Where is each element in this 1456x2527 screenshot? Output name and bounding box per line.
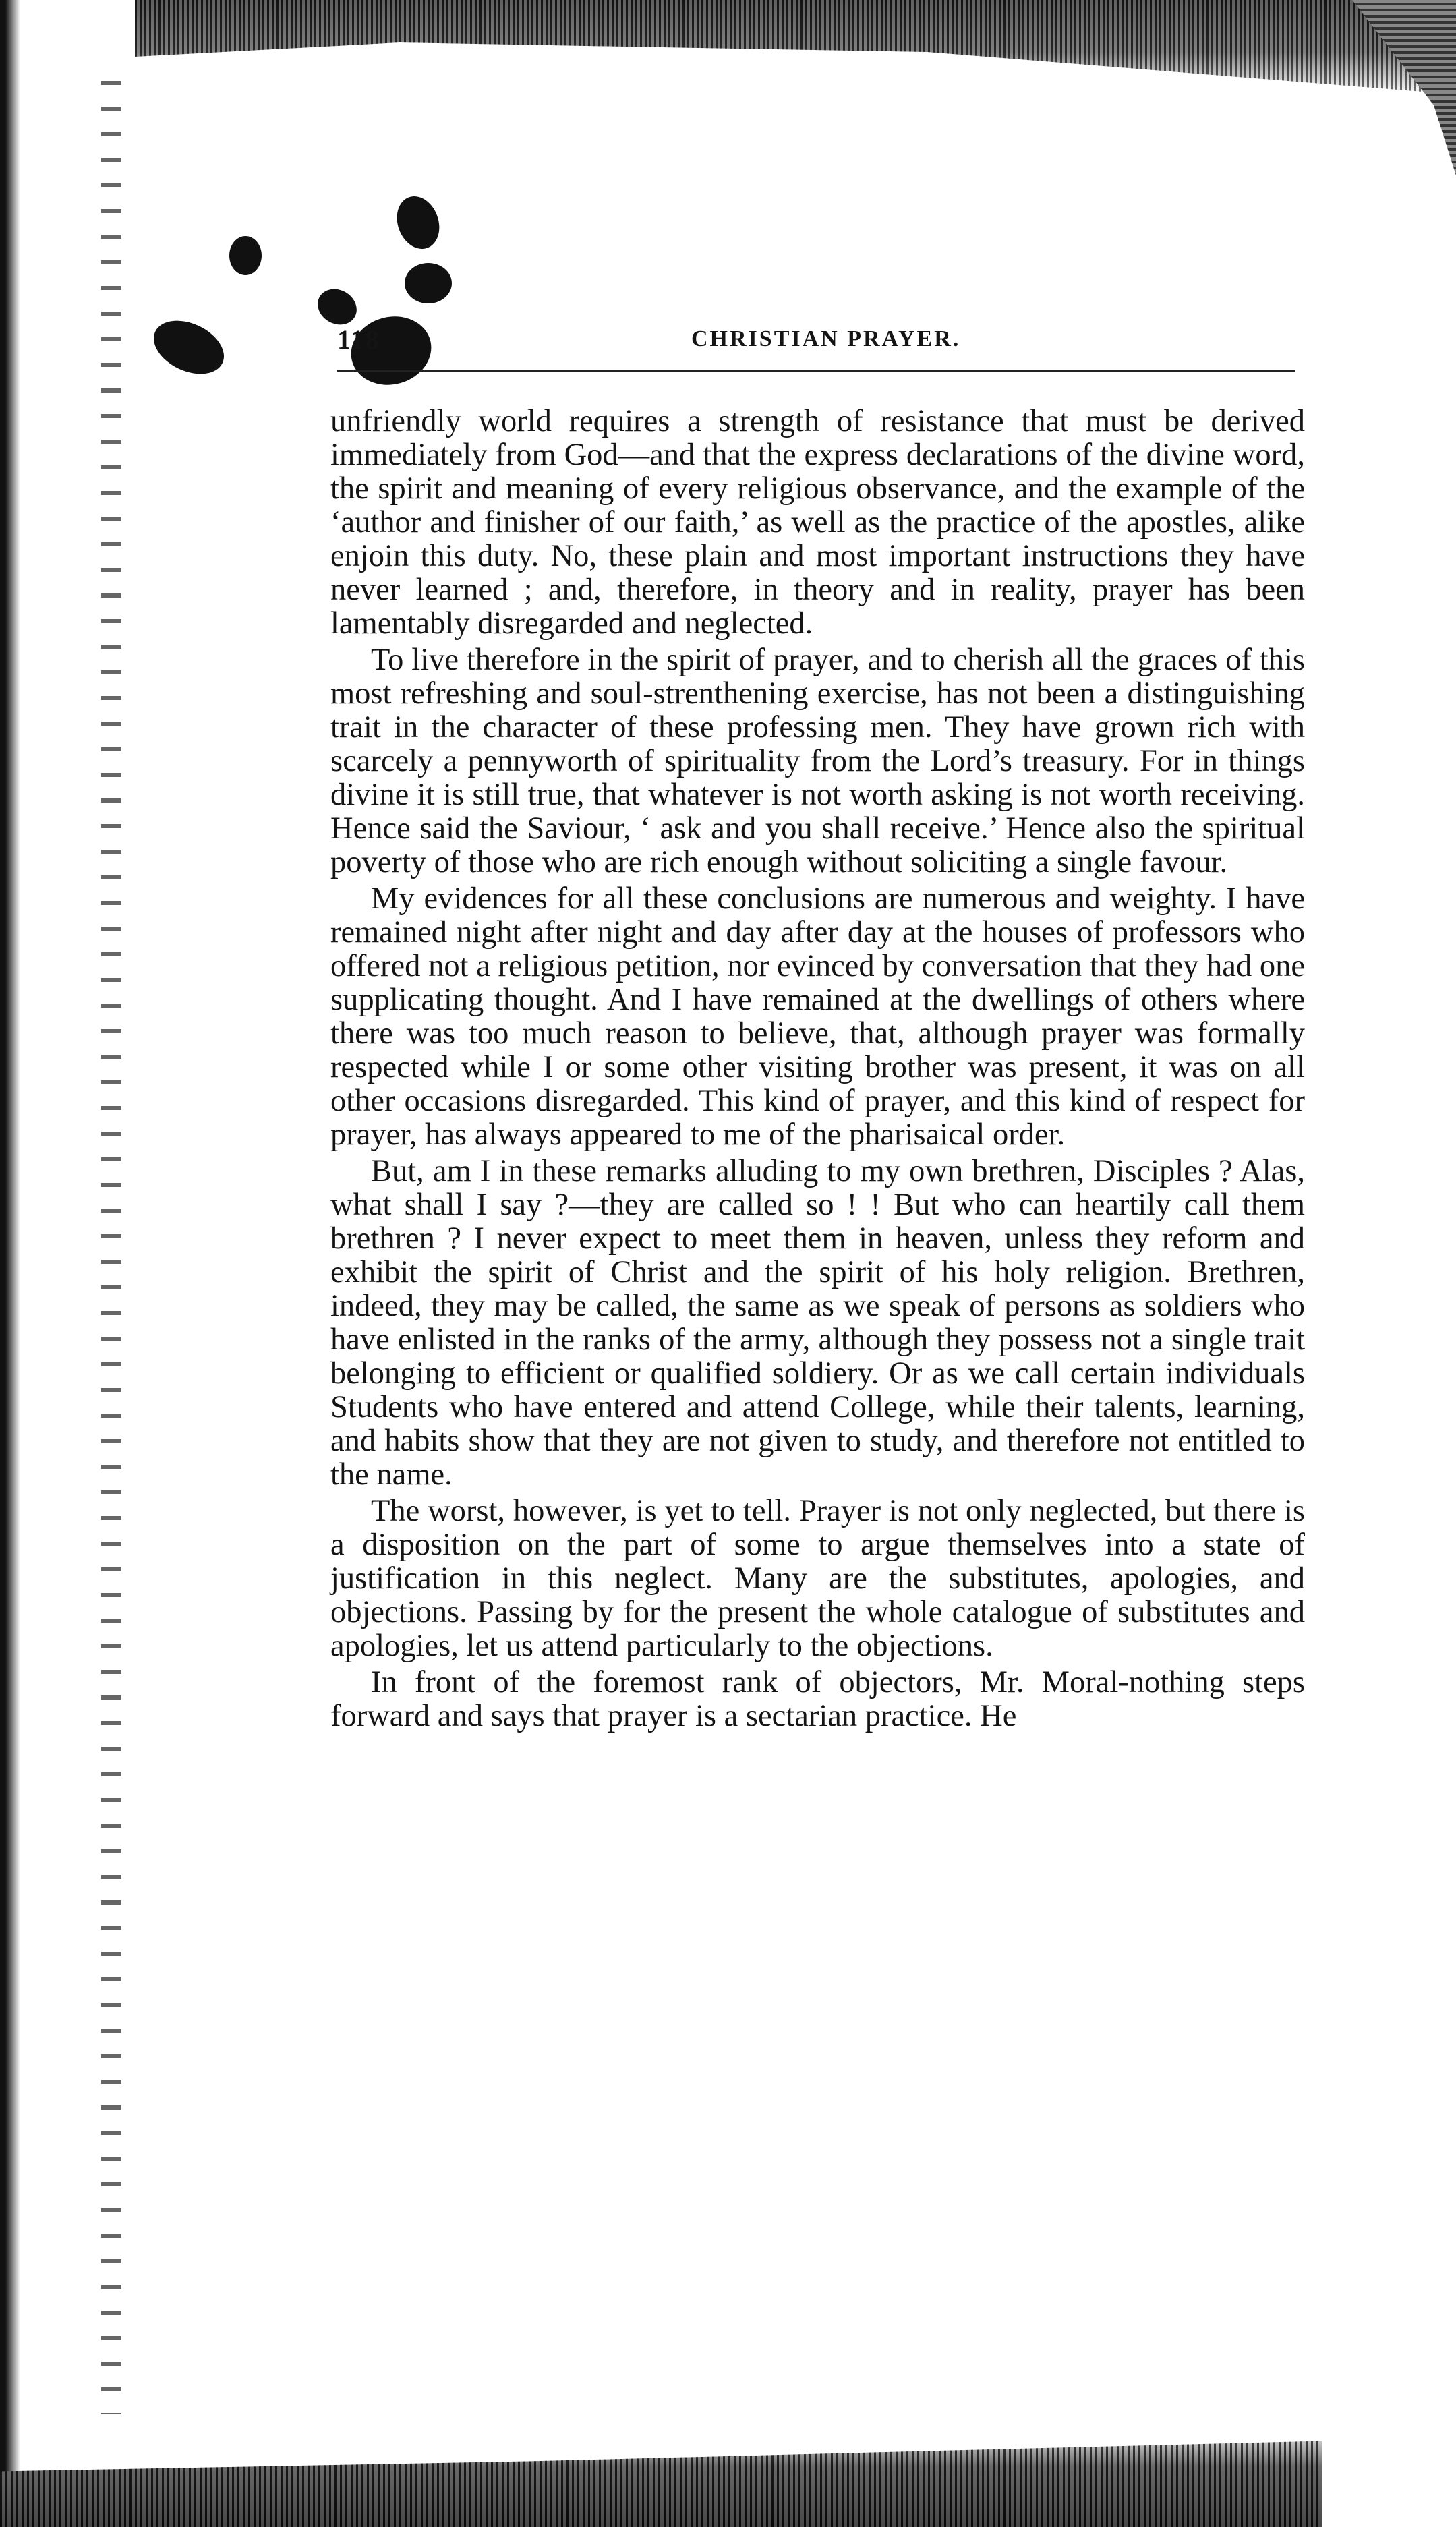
paragraph: unfriendly world requires a strength of resistance that must be derived immediately from God—and that the express declarations of the divine word, the spirit and meaning of every religious observance, and the example of the ‘author and finisher of our faith,’ as well as the practice of the apostles, alike enjoin this duty. No, these plain and most important instructions they have never learned ; and, therefore, in theory and in reality, prayer has been lamentably disregarded and neglected. bbox=[330, 404, 1305, 641]
paragraph: In front of the foremost rank of objectors, Mr. Moral-nothing steps forward and says that prayer is a sectarian practice. He bbox=[330, 1665, 1305, 1733]
scan-bottom-shadow bbox=[0, 2426, 1322, 2527]
ink-blot bbox=[229, 236, 262, 275]
paragraph: The worst, however, is yet to tell. Prayer is not only neglected, but there is a disposition on the part of some to argue themselves into a state of justification in this neglect. Many are the substitutes, apologies, and objections. Passing by for the present the whole catalogue of substitutes and apologies, let us attend particularly to the objections. bbox=[330, 1494, 1305, 1663]
running-head bbox=[337, 317, 1295, 378]
paragraph: To live therefore in the spirit of prayer, and to cherish all the graces of this most refreshing and soul-strenthening exercise, has not been a distinguishing trait in the character of these professing men. They have grown rich with scarcely a pennyworth of spirituality from the Lord’s treasury. For in things divine it is still true, that whatever is not worth asking is not worth receiving. Hence said the Saviour, ‘ ask and you shall receive.’ Hence also the spiritual poverty of those who are rich enough without soliciting a single favour. bbox=[330, 643, 1305, 879]
ink-blot bbox=[390, 190, 446, 255]
ink-blot bbox=[145, 310, 232, 384]
ink-blot bbox=[405, 263, 452, 303]
page-number: 118 bbox=[337, 324, 380, 355]
scan-page-edge bbox=[101, 81, 121, 2414]
head-rule bbox=[337, 370, 1295, 372]
paragraph: But, am I in these remarks alluding to my own brethren, Disciples ? Alas, what shall I say ?—they are called so ! ! But who can heartily call them brethren ? I never expect to meet them in heaven, unless they reform and exhibit the spirit of Christ and the spirit of his holy religion. Brethren, indeed, they may be called, the same as we speak of persons as soldiers who have enlisted in the ranks of the army, although they possess not a single trait belonging to efficient or qualified soldiery. Or as we call certain individuals Students who have entered and attend College, while their talents, learning, and habits show that they are not given to study, and therefore not entitled to the name. bbox=[330, 1154, 1305, 1492]
body-text bbox=[330, 405, 1305, 1733]
paragraph: My evidences for all these conclusions are numerous and weighty. I have remained night after night and day after day at the houses of professors who offered not a religious petition, nor evinced by conversation that they had one supplicating thought. And I have remained at the dwellings of others where there was too much reason to believe, that, although prayer was formally respected while I or some other visiting brother was present, it was on all other occasions disregarded. This kind of prayer, and this kind of respect for prayer, has always appeared to me of the pharisaical order. bbox=[330, 881, 1305, 1152]
running-title: CHRISTIAN PRAYER. bbox=[691, 326, 961, 351]
scan-top-shadow bbox=[135, 0, 1456, 94]
